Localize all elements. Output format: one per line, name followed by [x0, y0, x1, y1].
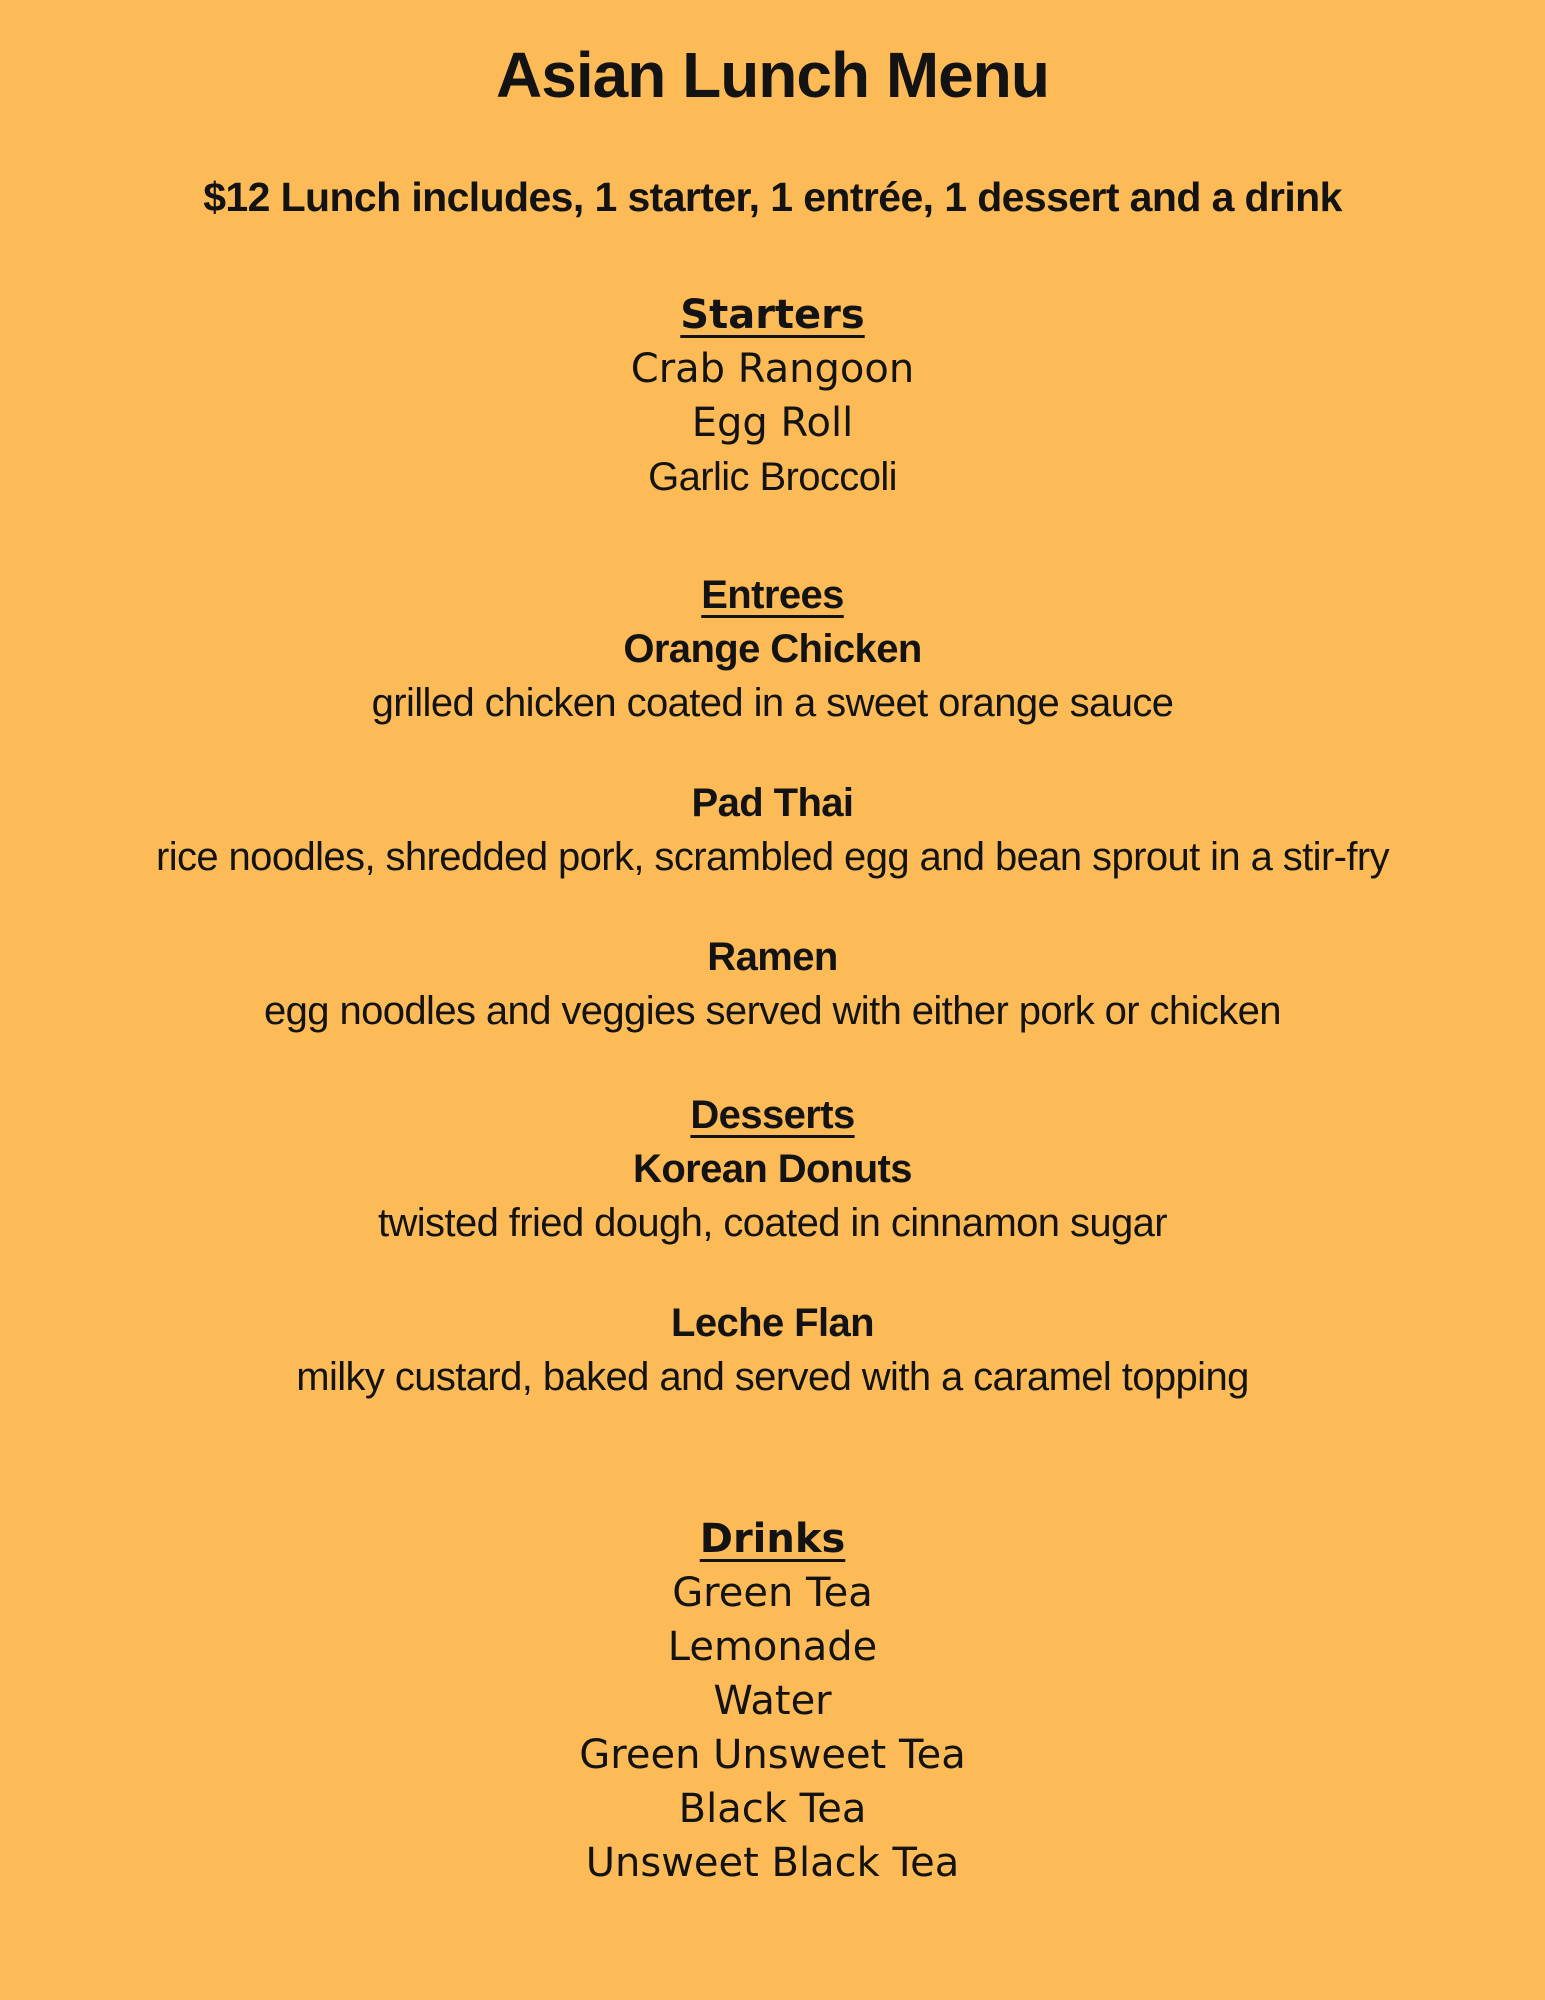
- dish-ramen: [0, 930, 1545, 1038]
- entrees-header: Entrees: [701, 573, 844, 617]
- dish-description: twisted fried dough, coated in cinnamon sugar: [377, 1201, 1168, 1245]
- starter-item: Crab Rangoon: [630, 346, 915, 392]
- dish-description: grilled chicken coated in a sweet orange sauce: [371, 681, 1174, 725]
- drinks-header: Drinks: [699, 1516, 846, 1562]
- page-title: Asian Lunch Menu: [496, 39, 1049, 111]
- dish-name: Orange Chicken: [623, 627, 922, 671]
- desserts-header: Desserts: [690, 1093, 855, 1137]
- drink-item: Green Tea: [672, 1570, 873, 1616]
- section-drinks: [0, 1512, 1545, 1890]
- drink-item: Lemonade: [667, 1624, 878, 1670]
- lunch-deal-line: $12 Lunch includes, 1 starter, 1 entrée, 1 dessert and a drink: [203, 174, 1342, 220]
- dish-korean-donuts: [0, 1142, 1545, 1250]
- drink-item: Water: [713, 1678, 832, 1724]
- dish-description: milky custard, baked and served with a caramel topping: [296, 1355, 1249, 1399]
- dish-description: egg noodles and veggies served with either pork or chicken: [264, 989, 1281, 1033]
- dish-pad-thai: [0, 776, 1545, 884]
- dish-leche-flan: [0, 1296, 1545, 1404]
- section-entrees: [0, 568, 1545, 1038]
- section-starters: [0, 288, 1545, 504]
- drink-item: Black Tea: [678, 1786, 867, 1832]
- section-desserts: [0, 1088, 1545, 1404]
- dish-orange-chicken: [0, 622, 1545, 730]
- drink-item: Green Unsweet Tea: [579, 1732, 966, 1778]
- drink-item: Unsweet Black Tea: [585, 1840, 960, 1886]
- starter-item: Egg Roll: [691, 400, 854, 446]
- starters-header: Starters: [680, 292, 865, 338]
- dish-name: Korean Donuts: [633, 1147, 912, 1191]
- starter-item: Garlic Broccoli: [648, 455, 897, 499]
- dish-name: Ramen: [707, 935, 838, 979]
- dish-name: Pad Thai: [691, 781, 854, 825]
- dish-name: Leche Flan: [671, 1301, 874, 1345]
- dish-description: rice noodles, shredded pork, scrambled egg and bean sprout in a stir-fry: [155, 835, 1390, 879]
